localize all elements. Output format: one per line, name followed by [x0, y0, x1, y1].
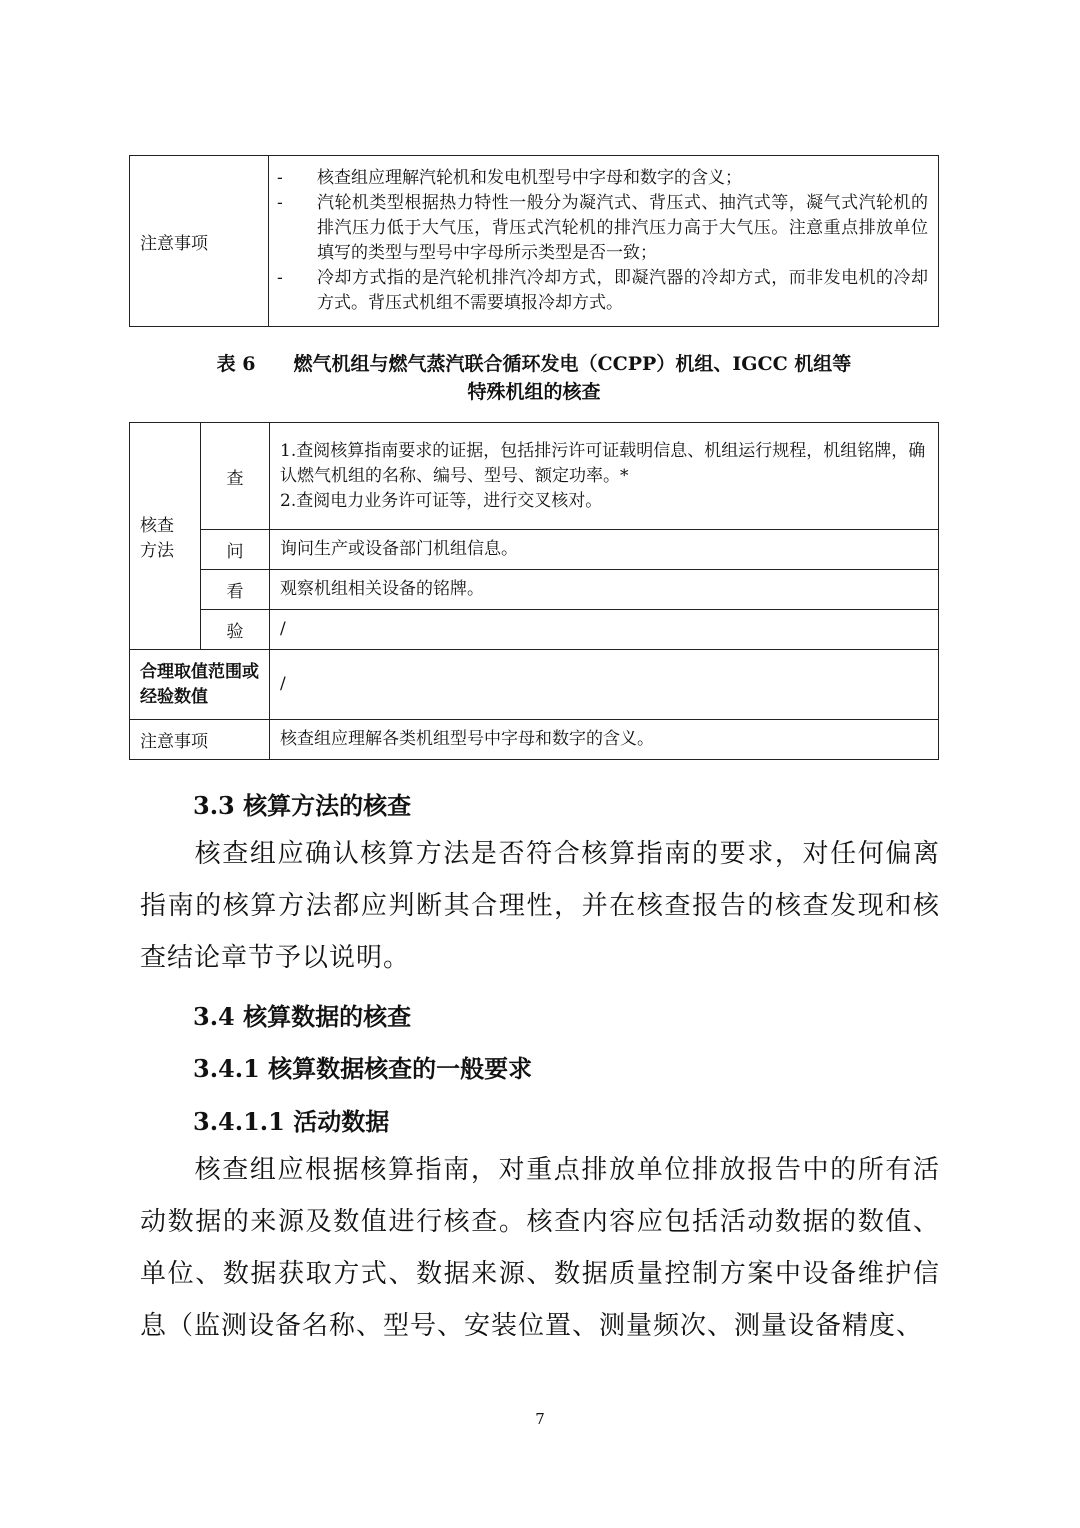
steam-turbine-notes-table — [129, 155, 939, 327]
method-ask-content: 询问生产或设备部门机组信息。 — [270, 530, 939, 570]
table-row — [130, 610, 939, 650]
notes-label: 注意事项 — [130, 720, 270, 760]
table-number: 表 6 — [216, 353, 256, 375]
section-3-3-heading: 3.3 核算方法的核查 — [193, 791, 412, 820]
list-item: - 冷却方式指的是汽轮机排汽冷却方式，即凝汽器的冷却方式，而非发电机的冷却方式。背压式机组不需要填报冷却方式。 — [277, 268, 928, 313]
notes-value: 核查组应理解各类机组型号中字母和数字的含义。 — [270, 720, 939, 760]
page-number: 7 — [535, 1410, 545, 1428]
section-3-4-heading: 3.4 核算数据的核查 — [193, 1002, 412, 1031]
notes-label: 注意事项 — [130, 156, 269, 327]
method-look-content: 观察机组相关设备的铭牌。 — [270, 570, 939, 610]
method-look: 看 — [201, 570, 270, 610]
table-row — [130, 570, 939, 610]
section-3-4-1-1-heading: 3.4.1.1 活动数据 — [193, 1107, 390, 1136]
table-row — [130, 720, 939, 760]
method-ask: 问 — [201, 530, 270, 570]
caption-line2: 特殊机组的核查 — [467, 381, 601, 403]
table-caption — [129, 350, 939, 406]
list-item: - 汽轮机类型根据热力特性一般分为凝汽式、背压式、抽汽式等，凝气式汽轮机的排汽压力低于大气压，背压式汽轮机的排汽压力高于大气压。注意重点排放单位填写的类型与型号中字母所示类型是否一致； — [277, 193, 928, 263]
method-check-content: 1.查阅核算指南要求的证据，包括排污许可证载明信息、机组运行规程，机组铭牌，确认燃气机组的名称、编号、型号、额定功率。* 2.查阅电力业务许可证等，进行交叉核对。 — [270, 423, 939, 530]
table-row — [130, 423, 939, 530]
section-3-4-1-heading: 3.4.1 核算数据核查的一般要求 — [193, 1054, 533, 1083]
caption-line1: 燃气机组与燃气蒸汽联合循环发电（CCPP）机组、IGCC 机组等 — [293, 353, 852, 375]
section-3-4-1-1-paragraph: 核查组应根据核算指南，对重点排放单位排放报告中的所有活动数据的来源及数值进行核查。核查内容应包括活动数据的数值、单位、数据获取方式、数据来源、数据质量控制方案中设备维护信息（监测设备名称、型号、安装位置、测量频次、测量设备精度、 — [140, 1155, 940, 1341]
method-verify: 验 — [201, 610, 270, 650]
method-verify-content: / — [270, 610, 939, 650]
method-check: 查 — [201, 423, 270, 530]
table-row — [130, 650, 939, 720]
method-label: 核查方法 — [130, 423, 201, 650]
range-label: 合理取值范围或经验数值 — [130, 650, 270, 720]
gas-unit-verification-table — [129, 422, 939, 760]
list-item: - 核查组应理解汽轮机和发电机型号中字母和数字的含义； — [277, 168, 742, 188]
range-value: / — [270, 650, 939, 720]
table-row — [130, 530, 939, 570]
notes-content — [269, 156, 939, 327]
table-row — [130, 156, 939, 327]
section-3-3-paragraph: 核查组应确认核算方法是否符合核算指南的要求，对任何偏离指南的核算方法都应判断其合理性，并在核查报告的核查发现和核查结论章节予以说明。 — [140, 839, 940, 973]
